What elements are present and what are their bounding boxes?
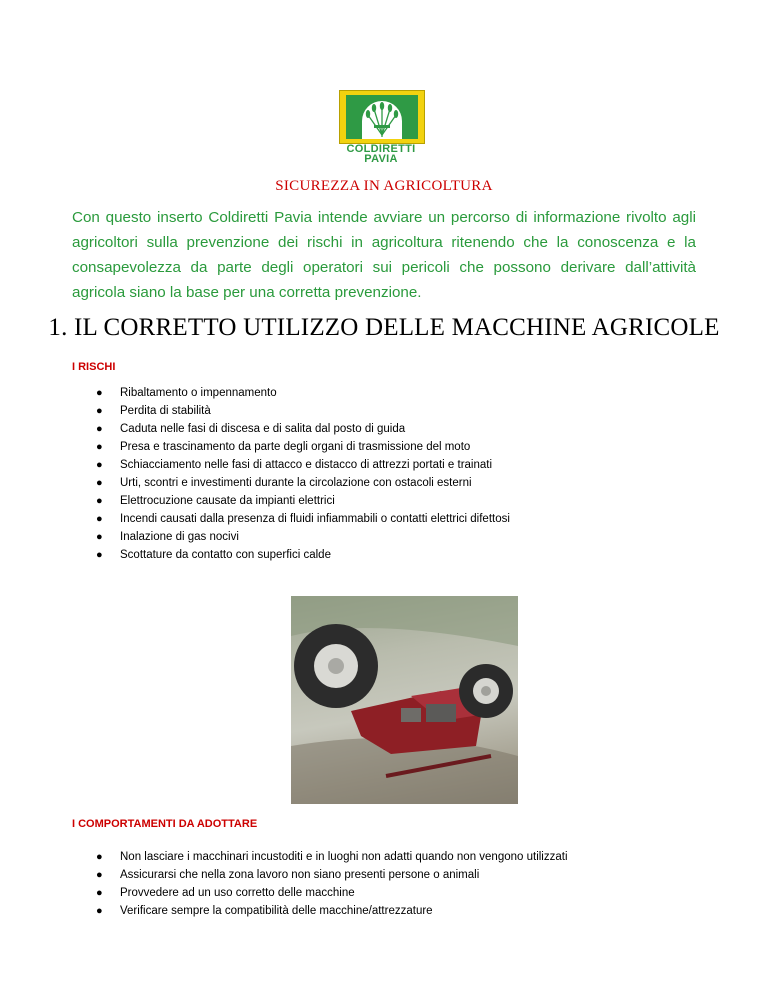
coldiretti-logo: [339, 90, 429, 165]
list-item: ● Schiacciamento nelle fasi di attacco e distacco di attrezzi portati e trainati: [96, 456, 510, 474]
list-item: ● Inalazione di gas nocivi: [96, 528, 510, 546]
list-item: ● Incendi causati dalla presenza di fluidi infiammabili o contatti elettrici difettosi: [96, 510, 510, 528]
bullet-icon: ●: [96, 423, 103, 435]
list-item: ● Assicurarsi che nella zona lavoro non siano presenti persone o animali: [96, 866, 568, 884]
bullet-icon: ●: [96, 905, 103, 917]
bullet-icon: ●: [96, 531, 103, 543]
bullet-icon: ●: [96, 459, 103, 471]
list-item: ● Perdita di stabilità: [96, 402, 510, 420]
bullet-icon: ●: [96, 495, 103, 507]
list-item: ● Elettrocuzione causate da impianti elettrici: [96, 492, 510, 510]
overturned-tractor-photo: [291, 596, 518, 804]
bullet-icon: ●: [96, 477, 103, 489]
bullet-icon: ●: [96, 851, 103, 863]
bullet-icon: ●: [96, 405, 103, 417]
main-heading: 1. IL CORRETTO UTILIZZO DELLE MACCHINE AGRICOLE: [48, 314, 720, 341]
list-item: ● Presa e trascinamento da parte degli organi di trasmissione del moto: [96, 438, 510, 456]
bullet-icon: ●: [96, 387, 103, 399]
list-item: ● Caduta nelle fasi di discesa e di salita dal posto di guida: [96, 420, 510, 438]
section-title: SICUREZZA IN AGRICOLTURA: [275, 178, 493, 194]
wheat-sheaf-icon: [346, 95, 418, 139]
risks-heading: I RISCHI: [72, 361, 116, 373]
behaviours-heading: I COMPORTAMENTI DA ADOTTARE: [72, 818, 258, 830]
risks-list: [96, 384, 510, 564]
list-item: ● Non lasciare i macchinari incustoditi e in luoghi non adatti quando non vengono utilizzati: [96, 848, 568, 866]
list-item: ● Ribaltamento o impennamento: [96, 384, 510, 402]
bullet-icon: ●: [96, 513, 103, 525]
bullet-icon: ●: [96, 869, 103, 881]
bullet-icon: ●: [96, 549, 103, 561]
list-item: ● Verificare sempre la compatibilità delle macchine/attrezzature: [96, 902, 568, 920]
logo-emblem: [339, 90, 425, 144]
list-item: ● Scottature da contatto con superfici calde: [96, 546, 510, 564]
logo-text-pavia: PAVIA: [364, 153, 398, 165]
logo-text-coldiretti: COLDIRETTI: [346, 143, 416, 155]
bullet-icon: ●: [96, 887, 103, 899]
list-item: ● Provvedere ad un uso corretto delle macchine: [96, 884, 568, 902]
intro-paragraph: Con questo inserto Coldiretti Pavia intende avviare un percorso di informazione rivolto agli agricoltori sulla prevenzione dei rischi in agricoltura ritenendo che la conoscenza e la consapevolezza da parte degli operatori sui pericoli che possono derivare dall’attività agricola siano la base per una corretta prevenzione.: [72, 209, 696, 301]
list-item: ● Urti, scontri e investimenti durante la circolazione con ostacoli esterni: [96, 474, 510, 492]
behaviours-list: [96, 848, 568, 920]
bullet-icon: ●: [96, 441, 103, 453]
